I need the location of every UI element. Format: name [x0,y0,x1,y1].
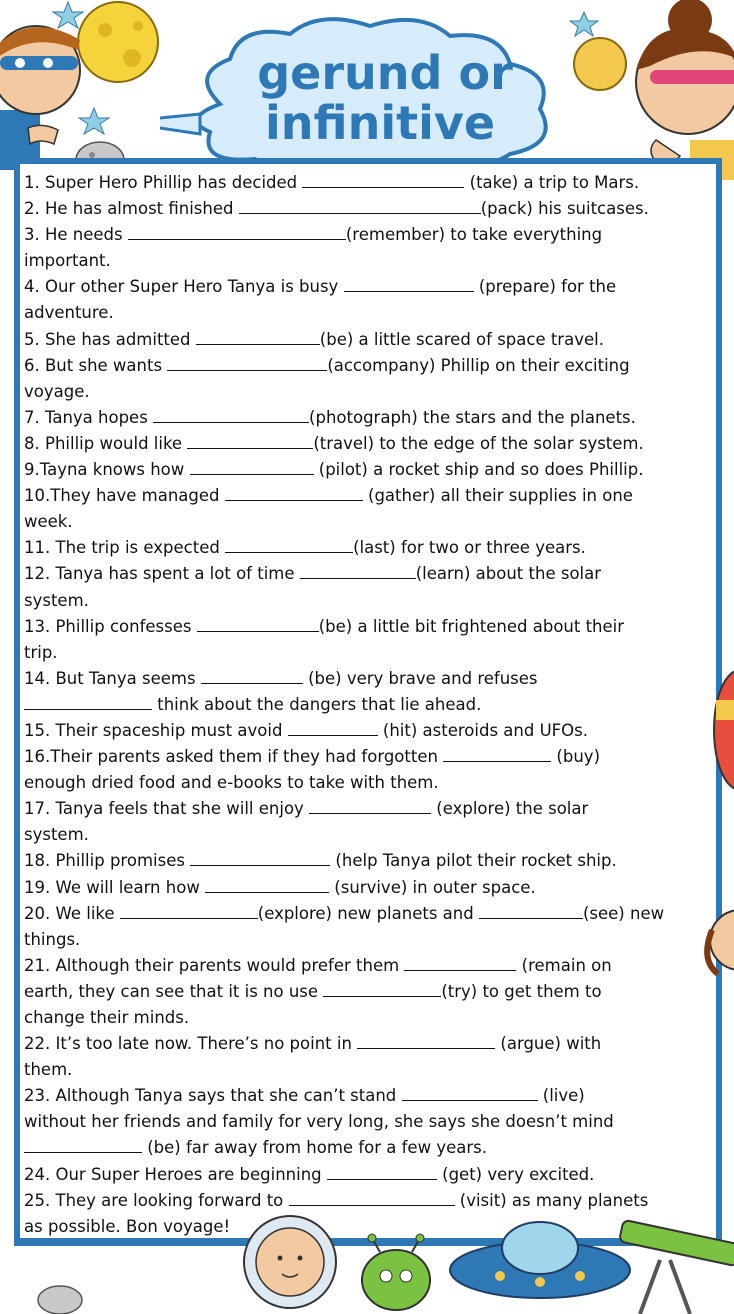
exercise-text: (be) far away from home for a few years. [142,1138,487,1158]
exercise-line [24,1162,714,1188]
exercise-text: (be) a little scared of space travel. [319,329,604,349]
exercise-text: 4. Our other Super Hero Tanya is busy [24,277,344,297]
exercise-text: (last) for two or three years. [353,538,586,558]
exercise-text: think about the dangers that lie ahead. [152,694,482,714]
exercise-text: adventure. [24,303,114,323]
exercise-text: earth, they can see that it is no use [24,981,324,1001]
exercise-line [24,509,714,535]
answer-blank[interactable] [239,197,481,214]
exercise-text: 12. Tanya has spent a lot of time [24,564,300,584]
exercise-text: 3. He needs [24,225,128,245]
exercise-text: 2. He has almost finished [24,199,239,219]
exercise-line [24,666,714,692]
exercise-text: 6. But she wants [24,355,168,375]
title-line-2: infinitive [264,96,496,150]
exercise-line [24,875,714,901]
exercise-line [24,744,714,770]
exercise-line [24,770,714,796]
exercise-text: (help Tanya pilot their rocket ship. [330,851,617,871]
exercise-line [24,796,714,822]
star-icon [53,2,83,28]
exercise-line [24,1083,714,1109]
answer-blank[interactable] [187,432,313,449]
exercise-line [24,848,714,874]
exercise-line [24,222,714,248]
exercise-text: (survive) in outer space. [329,877,536,897]
exercise-line [24,327,714,353]
exercise-text: 19. We will learn how [24,877,206,897]
exercise-line [24,1057,714,1083]
answer-blank[interactable] [302,171,464,188]
exercise-line [24,1214,714,1240]
exercise-text: (travel) to the edge of the solar system. [313,433,644,453]
exercise-text: week. [24,512,73,532]
exercise-text: (remember) to take everything [345,225,603,245]
answer-blank[interactable] [443,745,551,762]
exercise-text: 24. Our Super Heroes are beginning [24,1164,327,1184]
exercise-line [24,927,714,953]
answer-blank[interactable] [24,693,152,710]
superhero-girl-icon [636,0,734,180]
answer-blank[interactable] [190,849,330,866]
answer-blank[interactable] [205,876,329,893]
exercise-line [24,457,714,483]
exercise-line [24,353,714,379]
exercise-text: things. [24,929,81,949]
answer-blank[interactable] [288,719,378,736]
answer-blank[interactable] [225,484,363,501]
exercise-text: 25. They are looking forward to [24,1190,289,1210]
exercise-line [24,692,714,718]
exercise-line [24,1135,714,1161]
exercise-text: important. [24,251,111,271]
exercise-text: 1. Super Hero Phillip has decided [24,173,303,192]
answer-blank[interactable] [153,406,309,423]
exercise-text: (gather) all their supplies in one [362,486,633,506]
answer-blank[interactable] [225,536,353,553]
exercise-text: 20. We like [24,903,120,923]
exercise-line [24,170,714,196]
exercise-line [24,901,714,927]
exercise-text: without her friends and family for very long, she says she doesn’t mind [24,1112,614,1132]
exercise-text: (learn) about the solar [415,564,602,584]
exercise-text: as possible. Bon voyage! [24,1216,231,1236]
exercise-text: 13. Phillip confesses [24,616,197,636]
answer-blank[interactable] [167,354,327,371]
exercise-text: enough dried food and e-books to take with them. [24,773,439,793]
answer-blank[interactable] [190,458,314,475]
exercise-text: 21. Although their parents would prefer them [24,955,405,975]
exercise-text: 7. Tanya hopes [24,407,154,427]
answer-blank[interactable] [120,902,258,919]
exercise-text: (get) very excited. [436,1164,595,1184]
exercise-text: (buy) [551,747,601,767]
answer-blank[interactable] [201,667,303,684]
exercise-text: (take) a trip to Mars. [464,173,640,192]
exercise-text: (see) new [582,903,665,923]
answer-blank[interactable] [357,1032,495,1049]
exercise-text: (prepare) for the [473,277,617,297]
exercise-text: 22. It’s too late now. There’s no point in [24,1034,358,1054]
exercise-text: (explore) new planets and [257,903,479,923]
answer-blank[interactable] [300,562,416,579]
exercise-text: 14. But Tanya seems [24,668,201,688]
exercise-line [24,822,714,848]
exercise-text: 23. Although Tanya says that she can’t stand [24,1086,402,1106]
exercise-line [24,561,714,587]
exercise-text: (be) very brave and refuses [302,668,538,688]
exercise-line [24,1031,714,1057]
exercise-line [24,535,714,561]
exercise-line [24,953,714,979]
exercise-text: 16.Their parents asked them if they had forgotten [24,747,444,767]
exercise-text: system. [24,590,89,610]
exercise-text: (visit) as many planets [454,1190,649,1210]
exercise-text: them. [24,1060,73,1080]
answer-blank[interactable] [289,1189,455,1206]
exercise-line [24,405,714,431]
exercise-line [24,1109,714,1135]
exercise-text: 18. Phillip promises [24,851,191,871]
exercise-text: (explore) the solar [431,799,589,819]
title-block [195,18,575,168]
exercise-line [24,483,714,509]
exercise-line [24,1005,714,1031]
superhero-boy-icon [0,26,80,170]
exercise-text: (try) to get them to [441,981,602,1001]
exercise-text: (argue) with [495,1034,602,1054]
answer-blank[interactable] [344,275,474,292]
exercise-text: (photograph) the stars and the planets. [309,407,636,427]
answer-blank[interactable] [24,1136,142,1153]
exercise-line [24,588,714,614]
exercise-text: (be) a little bit frightened about their [318,616,625,636]
exercise-text: trip. [24,642,58,662]
answer-blank[interactable] [196,328,320,345]
exercise-text: (remain on [516,955,612,975]
exercise-line [24,196,714,222]
exercise-text: (pilot) a rocket ship and so does Phillip. [313,460,644,480]
exercise-line [24,979,714,1005]
answer-blank[interactable] [128,223,346,240]
exercise-text: (live) [537,1086,585,1106]
exercise-text: 15. Their spaceship must avoid [24,720,288,740]
exercise-text: 9.Tayna knows how [24,460,190,480]
exercise-text: (hit) asteroids and UFOs. [377,720,588,740]
exercise-line [24,248,714,274]
planet-icon [574,38,626,90]
exercise-line [24,614,714,640]
exercise-text: system. [24,825,89,845]
moon-icon [78,2,158,82]
star-icon [79,108,109,134]
exercise-text: 11. The trip is expected [24,538,226,558]
exercise-text: (accompany) Phillip on their exciting [327,355,630,375]
title-line-1: gerund or [257,46,513,100]
exercise-line [24,718,714,744]
exercise-text: 17. Tanya feels that she will enjoy [24,799,310,819]
exercise-line [24,379,714,405]
exercise-line [24,274,714,300]
exercise-line [24,640,714,666]
answer-blank[interactable] [402,1084,538,1101]
answer-blank[interactable] [404,954,516,971]
exercise-text: change their minds. [24,1008,190,1027]
asteroid-icon [38,1286,82,1314]
answer-blank[interactable] [327,1163,437,1180]
answer-blank[interactable] [479,902,583,919]
exercise-text: 10.They have managed [24,486,225,506]
exercise-line [24,431,714,457]
answer-blank[interactable] [197,615,319,632]
answer-blank[interactable] [323,980,441,997]
exercise-text: 8. Phillip would like [24,433,188,453]
answer-blank[interactable] [309,797,431,814]
exercise-text: (pack) his suitcases. [480,199,649,219]
exercise-line [24,300,714,326]
exercise-text: 5. She has admitted [24,329,196,349]
exercise-text: voyage. [24,381,90,401]
exercise-list [24,170,714,1240]
exercise-line [24,1188,714,1214]
